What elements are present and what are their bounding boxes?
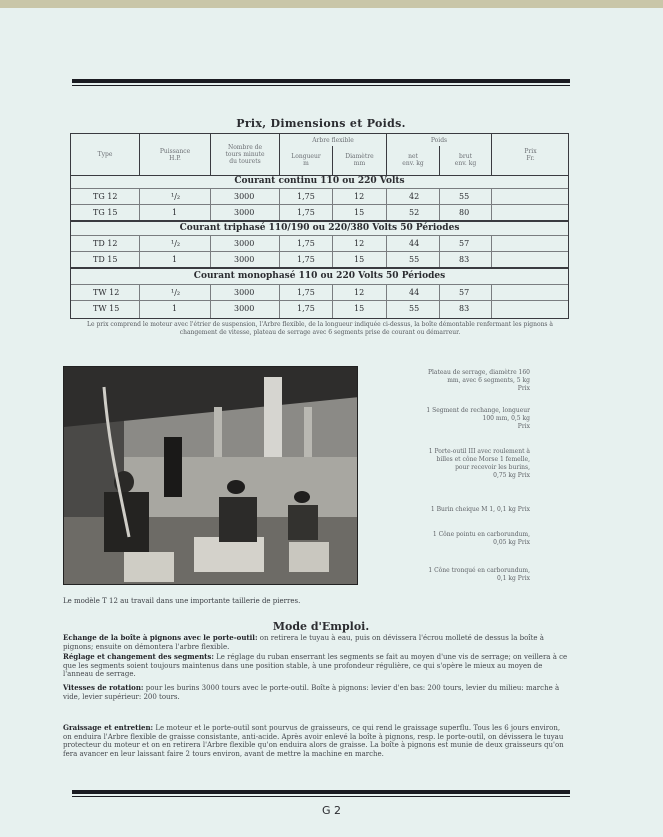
header-puissance: Puissance H.P. xyxy=(159,147,191,162)
accessory-item: 1 Porte-outil III avec roulement à billes et cône Morse 1 femelle, pour recevoir les burins, 0,75 kg Prix xyxy=(428,448,530,479)
workshop-photo xyxy=(63,366,358,585)
section-title: Courant continu 110 ou 220 Volts xyxy=(234,176,405,186)
header-brut: brut env. kg xyxy=(454,152,477,167)
header-type: Type xyxy=(97,151,113,158)
page-number: G 2 xyxy=(321,804,342,817)
accessory-item: 1 Burin cheique M 1, 0,1 kg Prix xyxy=(430,506,530,513)
instruction-paragraph: Réglage et changement des segments: Le réglage du ruban enserrant les segments se fait au moyen d'une vis de serrage; on veillera à ce que les segments soient toujours maintenus dans une position stable, à une profondeur régulière, ce qui s'opère le mieux au moyen de l'anneau de serrage. xyxy=(63,652,568,678)
scan-border xyxy=(0,0,663,8)
table-row: TW 15 1 3000 1,75 15 55 83 xyxy=(71,300,568,317)
top-rule-thin xyxy=(72,85,570,86)
header-tours: Nombre de tours minute du tourets xyxy=(225,144,265,165)
table-row: TG 12 ¹/₂ 3000 1,75 12 42 55 xyxy=(71,188,568,205)
table-row: TD 15 1 3000 1,75 15 55 83 xyxy=(71,251,568,268)
header-poids: Poids xyxy=(430,136,448,144)
accessory-item: 1 Cône tronqué en carborundum, 0,1 kg Prix xyxy=(428,567,530,582)
accessory-item: 1 Cône pointu en carborundum, 0,05 kg Prix xyxy=(432,531,530,546)
header-net: net env. kg xyxy=(402,152,424,167)
section-title: Courant monophasé 110 ou 220 Volts 50 Périodes xyxy=(193,271,446,281)
table-row: TW 12 ¹/₂ 3000 1,75 12 44 57 xyxy=(71,284,568,301)
instruction-paragraph: Vitesses de rotation: pour les burins 3000 tours avec le porte-outil. Boîte à pignons: levier d'en bas: 200 tours, levier du milieu: marche à vide, levier supérieur: 200 tours. xyxy=(63,683,560,701)
header-diametre: Diamètre mm xyxy=(345,152,374,167)
header-longueur: Longueur m xyxy=(291,152,321,167)
header-prix: Prix Fr. xyxy=(524,147,537,162)
table-row: TD 12 ¹/₂ 3000 1,75 12 44 57 xyxy=(71,235,568,252)
section-divider xyxy=(71,267,568,269)
section-divider xyxy=(71,220,568,222)
photo-caption: Le modèle T 12 au travail dans une importante taillerie de pierres. xyxy=(63,597,301,605)
instruction-paragraph: Graissage et entretien: Le moteur et le porte-outil sont pourvus de graisseurs, ce qui rend le graissage superflu. Tous les 6 jours environ, on enduira l'Arbre flexible de graisse consistante, anti-acide. Après avoir enlevé la boîte à pignons, resp. le porte-outil, on dévissera le tuyau protecteur du moteur et on en retirera l'Arbre flexible qu'on enduira alors de graisse. La boîte à pignons est munie de deux graisseurs qu'on fera avancer en leur laissant faire 2 tours environ, avant de mettre la machine en marche. xyxy=(63,723,564,758)
table-note: Le prix comprend le moteur avec l'étrier de suspension, l'Arbre flexible, de la longueur indiquée ci-dessus, la boîte démontable renfermant les pignons à changement de vitesse, plateau de serrage avec 6 segments prise de courant ou démarreur. xyxy=(87,321,553,336)
section-heading: Mode d'Emploi. xyxy=(272,620,370,633)
header-arbre: Arbre flexible xyxy=(312,136,354,144)
section-title: Courant triphasé 110/190 ou 220/380 Volts 50 Périodes xyxy=(179,223,460,233)
accessory-item: 1 Segment de rechange, longueur 100 mm, 0,5 kg Prix xyxy=(426,407,530,430)
page-heading: Prix, Dimensions et Poids. xyxy=(236,117,406,130)
table-row: TG 15 1 3000 1,75 15 52 80 xyxy=(71,204,568,221)
bottom-rule xyxy=(72,790,570,794)
instruction-paragraph: Echange de la boîte à pignons avec le porte-outil: on retirera le tuyau à eau, puis on dévissera l'écrou molleté de dessus la boîte à pignons; ensuite on démontera l'arbre flexible. xyxy=(63,633,544,651)
accessory-item: Plateau de serrage, diamètre 160 mm, avec 6 segments, 5 kg Prix xyxy=(427,369,530,392)
table-header xyxy=(71,134,568,176)
price-table xyxy=(70,133,569,319)
top-rule xyxy=(72,79,570,83)
bottom-rule-thin xyxy=(72,796,570,797)
